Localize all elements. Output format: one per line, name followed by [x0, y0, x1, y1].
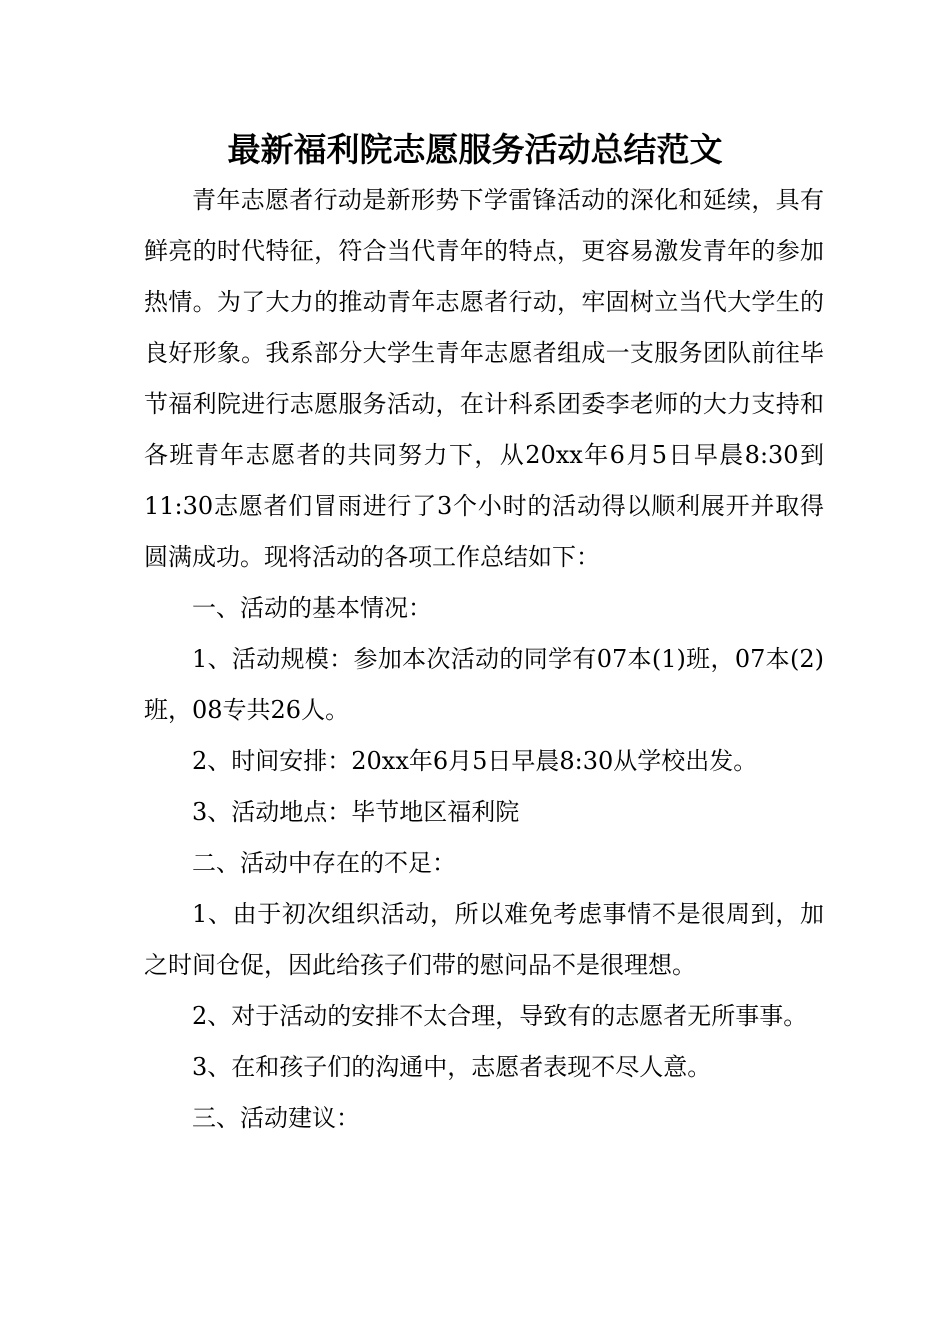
list-item-schedule: 2、时间安排：20xx年6月5日早晨8:30从学校出发。 [192, 747, 758, 775]
list-item-shortcoming-2: 2、对于活动的安排不太合理，导致有的志愿者无所事事。 [192, 1002, 808, 1030]
document-body [144, 175, 824, 1144]
list-item-location: 3、活动地点：毕节地区福利院 [192, 798, 520, 826]
intro-paragraph: 青年志愿者行动是新形势下学雷锋活动的深化和延续，具有鲜亮的时代特征，符合当代青年的特点，更容易激发青年的参加热情。为了大力的推动青年志愿者行动，牢固树立当代大学生的良好形象。我系部分大学生青年志愿者组成一支服务团队前往毕节福利院进行志愿服务活动，在计科系团委李老师的大力支持和各班青年志愿者的共同努力下，从20xx年6月5日早晨8:30到11:30志愿者们冒雨进行了3个小时的活动得以顺利展开并取得圆满成功。现将活动的各项工作总结如下： [144, 186, 824, 571]
list-item-shortcoming-1: 1、由于初次组织活动，所以难免考虑事情不是很周到，加之时间仓促，因此给孩子们带的慰问品不是很理想。 [144, 900, 824, 979]
list-item-scale: 1、活动规模：参加本次活动的同学有07本(1)班，07本(2)班，08专共26人。 [144, 645, 824, 724]
section-heading-shortcomings: 二、活动中存在的不足： [192, 849, 456, 877]
document-title: 最新福利院志愿服务活动总结范文 [227, 130, 723, 169]
section-heading-basic-info: 一、活动的基本情况： [192, 594, 432, 622]
section-heading-suggestions: 三、活动建议： [192, 1104, 360, 1132]
list-item-shortcoming-3: 3、在和孩子们的沟通中，志愿者表现不尽人意。 [192, 1053, 712, 1081]
